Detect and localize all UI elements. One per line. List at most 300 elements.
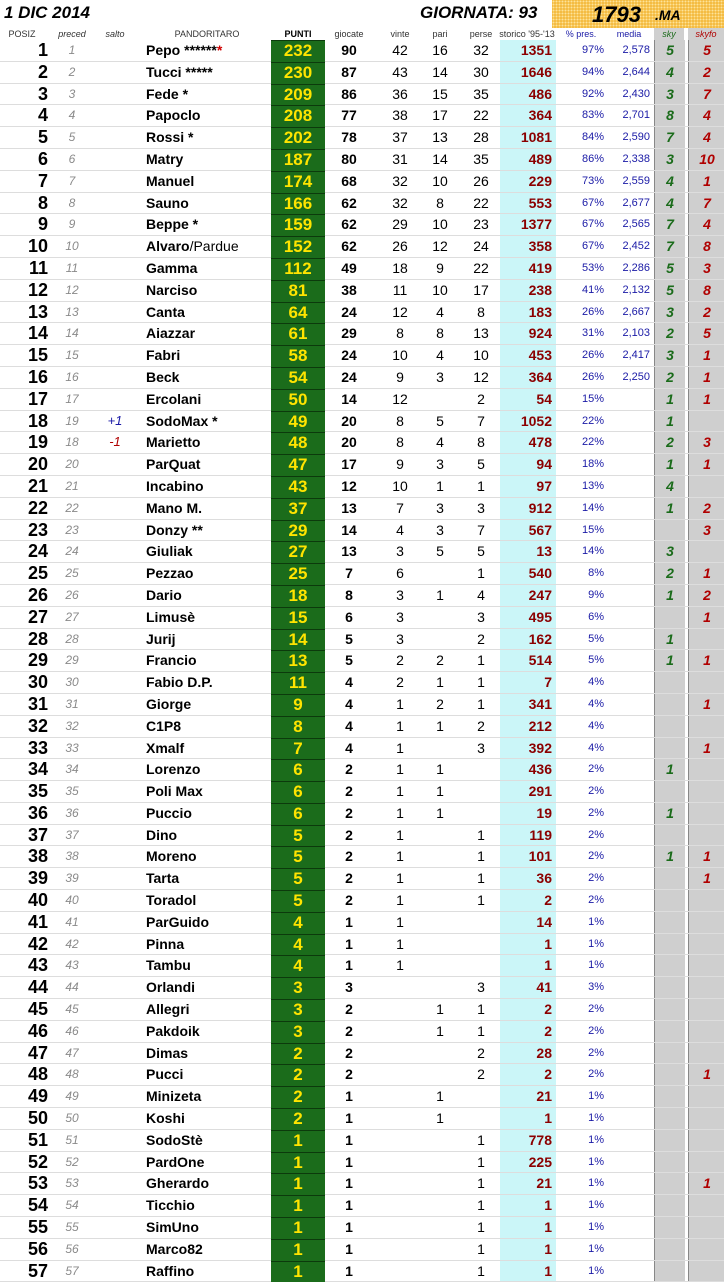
sky-count-cell: 1	[654, 650, 685, 671]
wins-cell	[385, 1021, 415, 1042]
points-cell: 1	[271, 1239, 325, 1261]
games-played-cell: 1	[345, 1175, 353, 1192]
historical-total-cell: 14	[500, 912, 556, 933]
wins-cell: 38	[392, 107, 408, 124]
sky-count-cell: 2	[654, 367, 685, 388]
games-played-cell: 78	[341, 129, 357, 146]
position-change-cell	[100, 607, 130, 628]
draws-cell: 10	[432, 281, 448, 298]
table-row	[0, 650, 724, 672]
losses-cell: 1	[477, 1262, 485, 1279]
position-change-cell	[100, 236, 130, 257]
previous-position-cell: 23	[65, 522, 79, 537]
average-cell: 2,677	[622, 196, 650, 209]
player-name-cell: ParQuat	[146, 456, 201, 473]
position-cell: 54	[27, 1195, 48, 1216]
presence-percent-cell: 1%	[588, 1090, 604, 1103]
draws-cell: 1	[436, 783, 444, 800]
games-played-cell: 13	[341, 543, 357, 560]
historical-total-cell: 567	[500, 520, 556, 541]
wins-cell: 1	[396, 761, 404, 778]
sky-count-cell: 7	[654, 127, 685, 148]
points-cell: 1	[271, 1261, 325, 1282]
points-cell: 49	[271, 411, 325, 433]
player-name-cell: Puccio	[146, 804, 192, 821]
wins-cell: 11	[392, 281, 408, 298]
table-row	[0, 258, 724, 280]
losses-cell: 4	[477, 586, 485, 603]
position-cell: 14	[27, 323, 48, 344]
draws-cell: 4	[436, 434, 444, 451]
games-played-cell: 4	[345, 674, 353, 691]
player-name-cell: Allegri	[146, 1001, 190, 1018]
wins-cell: 1	[396, 739, 404, 756]
points-cell: 1	[271, 1195, 325, 1217]
skyfo-count-cell: 1	[688, 367, 724, 388]
player-name-cell: Raffino	[146, 1262, 195, 1279]
position-change-cell	[100, 781, 130, 802]
table-row	[0, 563, 724, 585]
average-cell	[608, 934, 650, 955]
historical-total-cell: 1	[500, 1239, 556, 1260]
skyfo-count-cell	[688, 1261, 724, 1282]
table-row	[0, 62, 724, 84]
losses-cell	[466, 781, 496, 802]
previous-position-cell: 30	[65, 675, 79, 690]
losses-cell: 7	[477, 412, 485, 429]
previous-position-cell: 38	[65, 849, 79, 864]
games-played-cell: 80	[341, 150, 357, 167]
average-cell	[608, 411, 650, 432]
table-row	[0, 476, 724, 498]
wins-cell	[385, 1086, 415, 1107]
wins-cell: 1	[396, 870, 404, 887]
average-cell	[608, 1261, 650, 1282]
table-row	[0, 607, 724, 629]
losses-cell: 3	[477, 739, 485, 756]
presence-percent-cell: 2%	[588, 763, 604, 776]
player-name-cell: Dino	[146, 826, 178, 843]
losses-cell	[466, 955, 496, 976]
games-played-cell: 2	[345, 892, 353, 909]
sky-count-cell	[654, 1173, 685, 1194]
position-change-cell	[100, 193, 130, 214]
wins-cell: 4	[396, 521, 404, 538]
games-played-cell: 2	[345, 1001, 353, 1018]
wins-cell	[385, 1130, 415, 1151]
sky-count-cell: 3	[654, 345, 685, 366]
wins-cell	[385, 1261, 415, 1282]
presence-percent-cell: 86%	[581, 152, 604, 165]
historical-total-cell: 19	[500, 803, 556, 824]
sky-count-cell	[654, 977, 685, 998]
skyfo-count-cell	[688, 541, 724, 562]
draws-cell	[425, 1064, 455, 1085]
draws-cell	[425, 977, 455, 998]
sky-count-cell	[654, 781, 685, 802]
points-cell: 6	[271, 803, 325, 825]
position-cell: 9	[37, 214, 48, 235]
presence-percent-cell: 31%	[581, 327, 604, 340]
sky-count-cell	[654, 1239, 685, 1260]
draws-cell: 16	[432, 42, 448, 58]
position-cell: 2	[37, 61, 48, 82]
historical-total-cell: 478	[500, 432, 556, 453]
previous-position-cell: 26	[65, 587, 79, 602]
position-cell: 22	[27, 497, 48, 518]
table-row	[0, 84, 724, 106]
table-row	[0, 105, 724, 127]
average-cell	[608, 738, 650, 759]
sky-count-cell: 8	[654, 105, 685, 126]
skyfo-count-cell: 1	[688, 345, 724, 366]
player-name-cell: Mano M.	[146, 499, 202, 516]
position-change-cell	[100, 1021, 130, 1042]
previous-position-cell: 40	[65, 893, 79, 908]
draws-cell: 2	[436, 652, 444, 669]
previous-position-cell: 4	[68, 108, 76, 123]
games-played-cell: 1	[345, 1153, 353, 1170]
table-row	[0, 672, 724, 694]
sky-count-cell: 3	[654, 302, 685, 323]
table-row	[0, 323, 724, 345]
wins-cell	[385, 1173, 415, 1194]
previous-position-cell: 11	[65, 260, 79, 275]
position-change-cell	[100, 1217, 130, 1238]
table-row	[0, 1086, 724, 1108]
losses-cell: 30	[473, 63, 489, 80]
presence-percent-cell: 73%	[581, 174, 604, 187]
draws-cell	[425, 738, 455, 759]
presence-percent-cell: 2%	[588, 850, 604, 863]
draws-cell: 17	[432, 107, 448, 124]
skyfo-count-cell: 3	[688, 520, 724, 541]
col-media: media	[616, 29, 642, 39]
previous-position-cell: 8	[68, 195, 76, 210]
wins-cell: 1	[396, 935, 404, 952]
average-cell: 2,132	[622, 283, 650, 296]
presence-percent-cell: 1%	[588, 1133, 604, 1146]
sky-count-cell: 3	[654, 149, 685, 170]
historical-total-cell: 419	[500, 258, 556, 279]
sky-count-cell: 5	[654, 40, 685, 61]
sky-count-cell	[654, 672, 685, 693]
position-change-cell	[100, 934, 130, 955]
skyfo-count-cell: 5	[688, 323, 724, 344]
table-row	[0, 520, 724, 542]
position-cell: 57	[27, 1260, 48, 1281]
draws-cell: 1	[436, 1088, 444, 1105]
table-row	[0, 193, 724, 215]
position-change-cell	[100, 977, 130, 998]
points-cell: 6	[271, 759, 325, 781]
skyfo-count-cell: 2	[688, 498, 724, 519]
losses-cell: 22	[473, 259, 489, 276]
games-played-cell: 7	[345, 565, 353, 582]
position-change-cell	[100, 258, 130, 279]
sky-count-cell	[654, 1086, 685, 1107]
wins-cell	[385, 1195, 415, 1216]
position-change-cell	[100, 1152, 130, 1173]
average-cell: 2,338	[622, 152, 650, 165]
skyfo-count-cell: 1	[688, 868, 724, 889]
position-change-cell	[100, 585, 130, 606]
losses-cell: 1	[477, 565, 485, 582]
points-cell: 152	[271, 236, 325, 258]
position-cell: 28	[27, 628, 48, 649]
losses-cell: 32	[473, 42, 489, 58]
average-cell: 2,103	[622, 327, 650, 340]
presence-percent-cell: 9%	[588, 588, 604, 601]
sky-count-cell	[654, 934, 685, 955]
col-giocate: giocate	[334, 29, 364, 39]
presence-percent-cell: 6%	[588, 610, 604, 623]
sky-count-cell: 4	[654, 171, 685, 192]
historical-total-cell: 1377	[500, 214, 556, 235]
games-played-cell: 6	[345, 608, 353, 625]
points-cell: 112	[271, 258, 325, 280]
skyfo-count-cell	[688, 803, 724, 824]
losses-cell: 10	[473, 347, 489, 364]
position-cell: 45	[27, 999, 48, 1020]
presence-percent-cell: 4%	[588, 676, 604, 689]
draws-cell: 8	[436, 194, 444, 211]
sky-count-cell: 1	[654, 803, 685, 824]
table-row	[0, 1064, 724, 1086]
position-cell: 46	[27, 1020, 48, 1041]
player-name-cell: Aiazzar	[146, 325, 196, 342]
table-row	[0, 955, 724, 977]
wins-cell: 6	[396, 565, 404, 582]
previous-position-cell: 34	[65, 762, 79, 777]
position-cell: 19	[27, 432, 48, 453]
skyfo-count-cell: 7	[688, 84, 724, 105]
position-cell: 49	[27, 1086, 48, 1107]
average-cell	[608, 999, 650, 1020]
average-cell	[608, 846, 650, 867]
games-played-cell: 38	[341, 281, 357, 298]
losses-cell: 1	[477, 652, 485, 669]
player-name-cell: Limusè	[146, 608, 196, 625]
draws-cell	[425, 912, 455, 933]
skyfo-count-cell: 4	[688, 127, 724, 148]
player-name-cell: Pinna	[146, 935, 185, 952]
position-cell: 18	[27, 410, 48, 431]
wins-cell: 36	[392, 85, 408, 102]
player-name-cell: Tucci *****	[146, 63, 213, 80]
draws-cell	[425, 563, 455, 584]
position-change-cell	[100, 1261, 130, 1282]
position-cell: 52	[27, 1151, 48, 1172]
position-change-cell	[100, 955, 130, 976]
position-change-cell	[100, 1130, 130, 1151]
previous-position-cell: 20	[65, 457, 79, 472]
sky-count-cell: 3	[654, 84, 685, 105]
games-played-cell: 14	[341, 521, 357, 538]
presence-percent-cell: 97%	[581, 44, 604, 56]
presence-percent-cell: 26%	[581, 370, 604, 383]
sky-count-cell: 4	[654, 193, 685, 214]
position-cell: 29	[27, 650, 48, 671]
draws-cell	[425, 1130, 455, 1151]
average-cell	[608, 650, 650, 671]
draws-cell: 1	[436, 1001, 444, 1018]
draws-cell: 8	[436, 325, 444, 342]
draws-cell	[425, 1217, 455, 1238]
table-row	[0, 934, 724, 956]
col-salto: salto	[105, 29, 125, 39]
points-cell: 37	[271, 498, 325, 520]
average-cell	[608, 1021, 650, 1042]
games-played-cell: 2	[345, 826, 353, 843]
average-cell	[608, 1173, 650, 1194]
table-row	[0, 1261, 724, 1282]
position-cell: 35	[27, 781, 48, 802]
games-played-cell: 68	[341, 172, 357, 189]
player-name-cell: Giorge	[146, 695, 192, 712]
historical-total-cell: 36	[500, 868, 556, 889]
table-row	[0, 367, 724, 389]
wins-cell: 3	[396, 630, 404, 647]
position-cell: 21	[27, 475, 48, 496]
points-cell: 2	[271, 1108, 325, 1130]
wins-cell: 1	[396, 717, 404, 734]
player-name-cell: Sauno	[146, 194, 189, 211]
previous-position-cell: 17	[65, 391, 79, 406]
games-played-cell: 2	[345, 870, 353, 887]
position-cell: 37	[27, 824, 48, 845]
losses-cell: 13	[473, 325, 489, 342]
skyfo-count-cell	[688, 629, 724, 650]
wins-cell	[385, 1108, 415, 1129]
col-pari: pari	[432, 29, 448, 39]
giornata-label: GIORNATA: 93	[420, 3, 538, 22]
sky-count-cell: 1	[654, 585, 685, 606]
wins-cell: 2	[396, 652, 404, 669]
losses-cell	[466, 1086, 496, 1107]
games-played-cell: 5	[345, 652, 353, 669]
skyfo-count-cell: 1	[688, 846, 724, 867]
position-change-cell	[100, 454, 130, 475]
presence-percent-cell: 4%	[588, 697, 604, 710]
wins-cell: 43	[392, 63, 408, 80]
sky-count-cell	[654, 955, 685, 976]
sky-count-cell	[654, 1021, 685, 1042]
previous-position-cell: 31	[65, 696, 79, 711]
historical-total-cell: 1351	[500, 40, 556, 61]
previous-position-cell: 9	[68, 217, 76, 232]
points-cell: 2	[271, 1064, 325, 1086]
average-cell	[608, 803, 650, 824]
position-change-cell	[100, 912, 130, 933]
losses-cell: 22	[473, 107, 489, 124]
points-cell: 47	[271, 454, 325, 476]
losses-cell: 5	[477, 543, 485, 560]
games-played-cell: 1	[345, 1110, 353, 1127]
losses-cell: 8	[477, 303, 485, 320]
losses-cell: 8	[477, 434, 485, 451]
draws-cell	[425, 1261, 455, 1282]
col-perse: perse	[469, 29, 493, 39]
presence-percent-cell: 1%	[588, 1155, 604, 1168]
presence-percent-cell: 3%	[588, 981, 604, 994]
previous-position-cell: 37	[65, 827, 79, 842]
table-row	[0, 999, 724, 1021]
player-name-cell: Pepo *******	[146, 42, 223, 58]
historical-total-cell: 1646	[500, 62, 556, 83]
position-change-cell	[100, 520, 130, 541]
draws-cell: 1	[436, 804, 444, 821]
skyfo-count-cell: 1	[688, 454, 724, 475]
previous-position-cell: 44	[65, 980, 79, 995]
historical-total-cell: 778	[500, 1130, 556, 1151]
table-row	[0, 846, 724, 868]
presence-percent-cell: 15%	[581, 392, 604, 405]
draws-cell: 4	[436, 347, 444, 364]
skyfo-count-cell: 1	[688, 1064, 724, 1085]
draws-cell: 1	[436, 674, 444, 691]
average-cell	[608, 585, 650, 606]
wins-cell	[385, 1152, 415, 1173]
losses-cell: 1	[477, 477, 485, 494]
player-name-cell: Tarta	[146, 870, 180, 887]
average-cell	[608, 825, 650, 846]
games-played-cell: 4	[345, 739, 353, 756]
skyfo-count-cell: 2	[688, 302, 724, 323]
table-row	[0, 1108, 724, 1130]
average-cell	[608, 868, 650, 889]
position-cell: 44	[27, 977, 48, 998]
sky-count-cell: 5	[654, 258, 685, 279]
position-change-cell	[100, 890, 130, 911]
table-row	[0, 541, 724, 563]
position-cell: 42	[27, 933, 48, 954]
sky-count-cell	[654, 1108, 685, 1129]
wins-cell: 37	[392, 129, 408, 146]
position-change-cell	[100, 127, 130, 148]
points-cell: 3	[271, 1021, 325, 1043]
historical-total-cell: 21	[500, 1173, 556, 1194]
sky-count-cell: 5	[654, 280, 685, 301]
historical-total-cell: 341	[500, 694, 556, 715]
draws-cell	[425, 934, 455, 955]
average-cell	[608, 498, 650, 519]
position-cell: 25	[27, 563, 48, 584]
historical-total-cell: 1081	[500, 127, 556, 148]
player-name-cell: Narciso	[146, 281, 198, 298]
average-cell	[608, 955, 650, 976]
player-name-cell: Tambu	[146, 957, 191, 974]
average-cell: 2,559	[622, 174, 650, 187]
presence-percent-cell: 2%	[588, 872, 604, 885]
historical-total-cell: 453	[500, 345, 556, 366]
previous-position-cell: 33	[65, 740, 79, 755]
position-change-cell	[100, 62, 130, 83]
draws-cell: 13	[432, 129, 448, 146]
sky-count-cell	[654, 890, 685, 911]
losses-cell: 2	[477, 390, 485, 407]
position-cell: 10	[27, 236, 48, 257]
position-change-cell	[100, 1239, 130, 1260]
points-cell: 166	[271, 193, 325, 215]
previous-position-cell: 35	[65, 784, 79, 799]
games-played-cell: 86	[341, 85, 357, 102]
points-cell: 64	[271, 302, 325, 324]
sky-count-cell: 1	[654, 629, 685, 650]
presence-percent-cell: 18%	[581, 458, 604, 471]
position-change-cell	[100, 868, 130, 889]
skyfo-count-cell	[688, 411, 724, 432]
